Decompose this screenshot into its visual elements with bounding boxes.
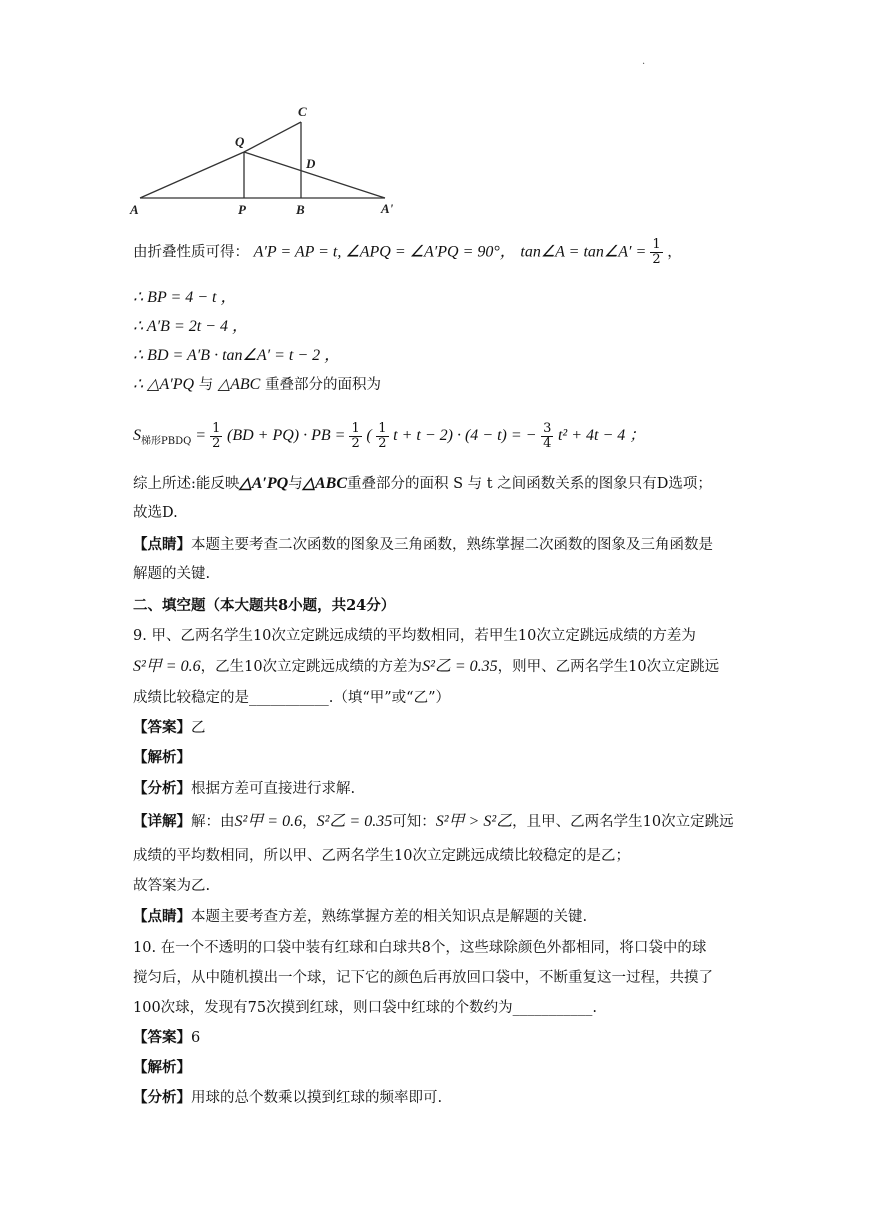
q10-fenxi-text: 用球的总个数乘以摸到红球的频率即可. — [191, 1090, 443, 1106]
q9-detail1-g: ，且甲、乙两名学生10次立定跳远 — [512, 814, 734, 830]
q9-detail1-c: ， — [302, 814, 317, 830]
half-den-1: 2 — [212, 435, 221, 451]
q10-analysis-tag: 【解析】 — [133, 1059, 191, 1076]
q10-stem-1: 10. 在一个不透明的口袋中装有红球和白球共8个，这些球除颜色外都相同，将口袋中的球 — [133, 940, 707, 956]
q10-stem-3: 100次球，发现有75次摸到红球，则口袋中红球的个数约为___________. — [133, 1000, 597, 1016]
fold-expr: A′P = AP = t, ∠APQ = ∠A′PQ = 90°， — [253, 243, 516, 261]
label-B: B — [296, 202, 305, 217]
q10-fenxi-tag: 【分析】 — [133, 1089, 191, 1106]
summary-2: △A′PQ — [239, 475, 289, 492]
q9-detail-3: 故答案为乙. — [133, 878, 211, 894]
area-sub: 梯形PBDQ — [141, 435, 192, 447]
step-4 — [133, 375, 381, 395]
half-num-1: 1 — [212, 420, 221, 436]
step-3: ∴ BD = A′B · tan∠A′ = t − 2 ， — [133, 347, 341, 364]
half-fraction-2 — [349, 422, 361, 451]
q9-fenxi-tag: 【分析】 — [133, 780, 191, 797]
q-den: 4 — [543, 435, 552, 451]
label-D: D — [306, 156, 316, 171]
area-eq1: = — [191, 427, 211, 444]
q9-comment — [133, 907, 587, 927]
step4-triangle2: △ABC — [217, 376, 261, 393]
q9-detail-tag: 【详解】 — [133, 813, 191, 830]
step-1: ∴ BP = 4 − t ， — [133, 289, 237, 306]
q9-detail-1 — [133, 812, 734, 832]
choose-line: 故选D. — [133, 505, 178, 521]
q9-detail-2: 成绩的平均数相同，所以甲、乙两名学生10次立定跳远成绩比较稳定的是乙； — [133, 848, 630, 864]
q9-detail1-a: 解：由 — [191, 814, 235, 830]
q9-detail1-b: S²甲 = 0.6 — [234, 813, 303, 830]
summary-3: 与 — [288, 476, 303, 492]
fold-line — [133, 238, 682, 267]
area-lhs: S — [133, 427, 141, 444]
half-den-2: 2 — [351, 435, 360, 451]
area-equation — [133, 420, 645, 458]
q10-stem-2: 搅匀后，从中随机摸出一个球，记下它的颜色后再放回口袋中，不断重复这一过程，共摸了 — [133, 970, 713, 986]
half-num-3: 1 — [378, 420, 387, 436]
step4-mid: 与 — [198, 377, 214, 393]
tan-expr: tan∠A = tan∠A′ = — [520, 243, 651, 261]
label-C: C — [298, 104, 307, 119]
label-Q: Q — [235, 134, 245, 149]
area-mid3: t + t − 2) · (4 − t) = − — [393, 427, 537, 444]
q9-answer — [133, 718, 206, 738]
q9-stem-3: 成绩比较稳定的是___________.（填“甲”或“乙”） — [133, 690, 451, 706]
tan-fraction — [650, 238, 662, 267]
q9-answer-tag: 【答案】 — [133, 719, 191, 736]
q9-var-jia: S²甲 = 0.6 — [133, 658, 201, 675]
summary-1: 综上所述:能反映 — [133, 476, 240, 492]
step4-suffix: 重叠部分的面积为 — [264, 377, 381, 393]
label-A-prime: A' — [381, 201, 394, 216]
half-fraction-1 — [210, 422, 222, 451]
half-fraction-3 — [376, 422, 388, 451]
half-den-3: 2 — [378, 435, 387, 451]
q9-stem2-d: ，则甲、乙两名学生10次立定跳远 — [497, 659, 720, 675]
q9-comment-tag: 【点睛】 — [133, 908, 191, 925]
segment-QC — [244, 122, 301, 152]
area-tail: t² + 4t − 4 ； — [557, 427, 646, 444]
q9-detail1-e: 可知： — [392, 814, 436, 830]
section-title: 二、填空题（本大题共8小题，共24分） — [133, 597, 396, 614]
q10-answer — [133, 1028, 200, 1048]
q9-stem2-b: ，乙生10次立定跳远成绩的方差为 — [200, 659, 423, 675]
q9-analysis-tag: 【解析】 — [133, 749, 191, 766]
q9-fenxi — [133, 779, 355, 799]
q9-stem-2 — [133, 657, 719, 677]
summary-5: 重叠部分的面积 S 与 t 之间函数关系的图象只有D选项； — [347, 476, 712, 492]
corner-dot: . — [642, 56, 646, 67]
q9-var-yi: S²乙 = 0.35 — [422, 658, 498, 675]
comment-line-2: 解题的关键. — [133, 566, 211, 582]
comment-line-1 — [133, 535, 713, 555]
q9-detail1-f: S²甲 > S²乙 — [435, 813, 513, 830]
q9-answer-value: 乙 — [191, 720, 206, 736]
comment-text: 本题主要考查二次函数的图象及三角函数，熟练掌握二次函数的图象及三角函数是 — [191, 537, 713, 553]
tan-den: 2 — [652, 252, 661, 267]
area-mid2: ( — [366, 427, 372, 444]
half-num-2: 1 — [351, 420, 360, 436]
geometry-figure — [120, 100, 410, 225]
q9-detail1-d: S²乙 = 0.35 — [316, 813, 393, 830]
q10-answer-value: 6 — [191, 1030, 201, 1046]
step4-triangle1: ∴ △A′PQ — [133, 376, 195, 393]
segment-AQ — [140, 152, 244, 198]
q9-fenxi-text: 根据方差可直接进行求解. — [191, 781, 356, 797]
step-2: ∴ A′B = 2t − 4 ， — [133, 318, 248, 335]
tan-num: 1 — [652, 237, 661, 252]
label-A: A — [130, 202, 139, 217]
comment-tag: 【点睛】 — [133, 536, 191, 553]
quarter-fraction — [541, 422, 553, 451]
q9-comment-text: 本题主要考查方差，熟练掌握方差的相关知识点是解题的关键. — [191, 909, 588, 925]
label-P: P — [238, 202, 246, 217]
q10-fenxi — [133, 1088, 442, 1108]
q-num: 3 — [543, 420, 552, 436]
area-mid1: (BD + PQ) · PB = — [226, 427, 350, 444]
summary-4: △ABC — [302, 475, 348, 492]
q10-answer-tag: 【答案】 — [133, 1029, 191, 1046]
tan-end: ， — [667, 244, 682, 261]
fold-prefix: 由折叠性质可得： — [133, 244, 249, 261]
summary-line — [133, 474, 712, 494]
q9-stem-1: 9. 甲、乙两名学生10次立定跳远成绩的平均数相同，若甲生10次立定跳远成绩的方差为 — [133, 628, 696, 644]
